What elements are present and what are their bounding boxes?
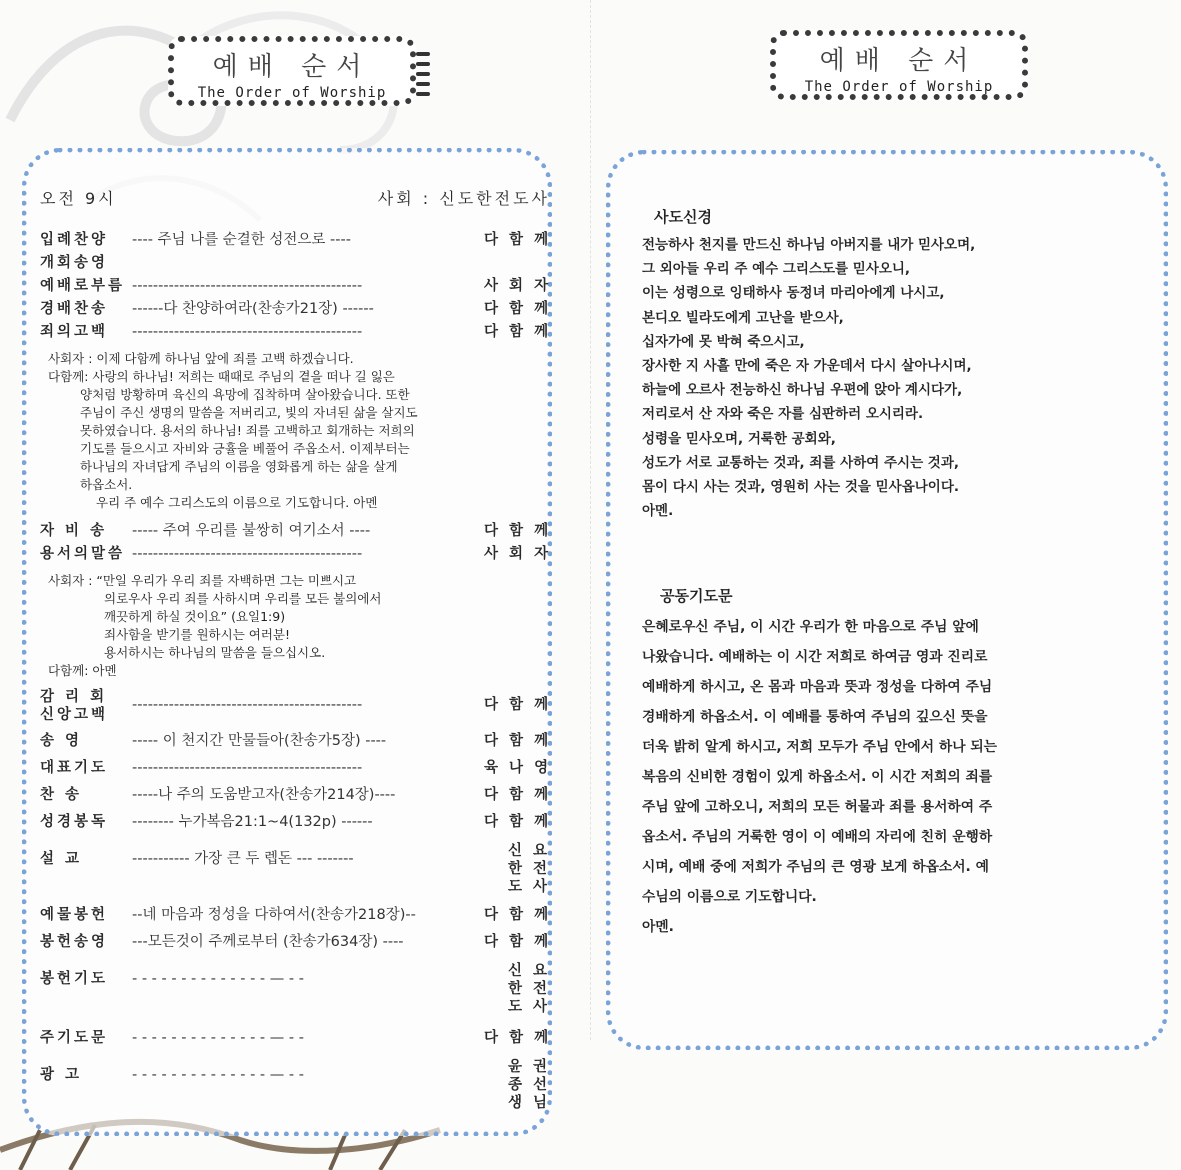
left-title-korean: 예배 순서 <box>212 52 372 82</box>
item-label: 예배로부름 <box>40 278 126 294</box>
worship-order <box>40 186 550 1116</box>
order-item <box>40 902 550 929</box>
item-label: 용서의말씀 <box>40 546 126 562</box>
order-item <box>40 809 550 836</box>
text-line: 깨끗하게 하실 것이요” (요일1:9) <box>104 609 286 624</box>
creed-line: 하늘에 오르사 전능하신 하나님 우편에 앉아 계시다가, <box>642 382 963 399</box>
page-fold <box>590 0 592 1040</box>
item-person: 사 회 자 <box>484 278 552 294</box>
service-time-row <box>40 186 550 209</box>
creed-line: 그 외아들 우리 주 예수 그리스도를 믿사오니, <box>642 261 911 278</box>
item-person: 다 함 께 <box>484 324 552 340</box>
text-line: 죄사함을 받기를 원하시는 여러분! <box>104 627 290 642</box>
order-item <box>40 1058 550 1112</box>
prayer-line: 은혜로우신 주님, 이 시간 우리가 한 마음으로 주님 앞에 <box>642 619 979 636</box>
apostles-creed <box>642 233 1122 523</box>
item-person: 다 함 께 <box>484 907 552 923</box>
text-line: 못하였습니다. 용서의 하나님! 죄를 고백하고 회개하는 저희의 <box>80 423 415 438</box>
order-item <box>40 252 550 275</box>
item-detail: -------------------------------------------- <box>132 697 363 713</box>
right-title-korean: 예배 순서 <box>819 46 979 76</box>
order-item <box>40 1022 550 1054</box>
order-item <box>40 298 550 321</box>
item-detail: ---모든것이 주께로부터 (찬송가634장) ---- <box>132 934 404 950</box>
text-line: 주님이 주신 생명의 말씀을 저버리고, 빛의 자녀된 삶을 살지도 <box>80 405 418 420</box>
item-label: 경배찬송 <box>40 301 109 317</box>
item-detail: ----- 주여 우리를 불쌍히 여기소서 ---- <box>132 523 371 539</box>
text-line: 의로우사 우리 죄를 사하시며 우리를 모든 불의에서 <box>104 591 382 606</box>
creed-title: 사도신경 <box>654 208 712 226</box>
item-label: 자 비 송 <box>40 523 108 539</box>
service-time: 오전 9시 <box>40 189 117 208</box>
item-label: 송 영 <box>40 733 83 749</box>
item-detail: - - - - - - - - - - - - - - — - - <box>132 1030 304 1046</box>
order-item <box>40 688 550 724</box>
item-label: 입례찬양 <box>40 232 109 248</box>
service-leader: 사회 : 신도한전도사 <box>377 189 550 208</box>
item-person: 다 함 께 <box>484 697 552 713</box>
item-person: 다 함 께 <box>484 733 552 749</box>
order-items-1 <box>40 229 550 344</box>
creed-line: 성도가 서로 교통하는 것과, 죄를 사하여 주시는 것과, <box>642 454 960 471</box>
order-item <box>40 962 550 1016</box>
item-detail: ----------- 가장 큰 두 렙돈 --- ------- <box>132 851 354 867</box>
item-label: 봉헌기도 <box>40 971 109 987</box>
text-line: 기도를 들으시고 자비와 긍휼을 베풀어 주옵소서. 이제부터는 <box>80 441 410 456</box>
item-person: 다 함 께 <box>484 301 552 317</box>
creed-line: 장사한 지 사흘 만에 죽은 자 가운데서 다시 살아나시며, <box>642 358 972 375</box>
item-label: 예물봉헌 <box>40 907 109 923</box>
creed-line: 성령을 믿사오며, 거룩한 공회와, <box>642 430 836 447</box>
item-label: 대표기도 <box>40 760 109 776</box>
item-person: 윤 권 종 선 생 님 <box>507 1059 550 1111</box>
item-person: 다 함 께 <box>484 814 552 830</box>
text-line: 용서하시는 하나님의 말씀을 들으십시오. <box>104 645 326 660</box>
prayer-line: 수님의 이름으로 기도합니다. <box>642 889 817 906</box>
right-title-box <box>770 30 1028 100</box>
prayer-title: 공동기도문 <box>660 587 733 606</box>
prayer-line: 예배하게 하시고, 온 몸과 마음과 뜻과 정성을 다하여 주님 <box>642 679 993 696</box>
item-label: 주기도문 <box>40 1030 109 1046</box>
item-detail: -------------------------------------------- <box>132 324 363 340</box>
tick-decoration <box>416 52 430 102</box>
item-label: 감 리 회 신앙고백 <box>40 689 109 723</box>
order-item <box>40 275 550 298</box>
left-title-english: The Order of Worship <box>197 85 387 101</box>
prayer-line: 경배하게 하옵소서. 이 예배를 통하여 주님의 깊으신 뜻을 <box>642 709 988 726</box>
text-line: 사회자 : 이제 다함께 하나님 앞에 죄를 고백 하겠습니다. <box>48 351 354 366</box>
order-item <box>40 728 550 755</box>
item-label: 봉헌송영 <box>40 934 109 950</box>
item-detail: - - - - - - - - - - - - - - — - - <box>132 1067 304 1083</box>
order-item <box>40 229 550 252</box>
item-person: 신 요 한 전 도 사 <box>507 843 550 895</box>
order-item <box>40 755 550 782</box>
text-line: 하나님의 자녀답게 주님의 이름을 영화롭게 하는 삶을 살게 <box>80 459 398 474</box>
item-person: 다 함 께 <box>484 523 552 539</box>
order-item <box>40 782 550 809</box>
text-line: 우리 주 예수 그리스도의 이름으로 기도합니다. 아멘 <box>96 495 378 510</box>
creed-line: 몸이 다시 사는 것과, 영원히 사는 것을 믿사옵나이다. <box>642 479 960 496</box>
item-label: 설 교 <box>40 851 83 867</box>
order-item <box>40 929 550 956</box>
item-person: 육 나 영 <box>484 760 552 776</box>
item-detail: -------------------------------------------- <box>132 278 363 294</box>
creed-line: 십자가에 못 박혀 죽으시고, <box>642 333 805 350</box>
prayer-line: 시며, 예배 중에 저희가 주님의 큰 영광 보게 하옵소서. 예 <box>642 859 989 876</box>
pardon-text <box>48 572 550 680</box>
text-line: 사회자 : “만일 우리가 우리 죄를 자백하면 그는 미쁘시고 <box>48 573 357 588</box>
prayer-line: 옵소서. 주님의 거룩한 영이 이 예배의 자리에 친히 운행하 <box>642 829 993 846</box>
item-label: 성경봉독 <box>40 814 109 830</box>
order-items-2 <box>40 520 550 566</box>
item-person: 다 함 께 <box>484 934 552 950</box>
order-item <box>40 321 550 344</box>
item-person: 다 함 께 <box>484 232 552 248</box>
item-person: 다 함 께 <box>484 1030 552 1046</box>
creed-line: 본디오 빌라도에게 고난을 받으사, <box>642 309 844 326</box>
order-items-3 <box>40 688 550 1112</box>
prayer-line: 아멘. <box>642 919 674 936</box>
item-label: 죄의고백 <box>40 324 109 340</box>
item-detail: -------- 누가복음21:1~4(132p) ------ <box>132 814 373 830</box>
text-line: 양처럼 방황하며 육신의 욕망에 집착하며 살아왔습니다. 또한 <box>80 387 410 402</box>
item-detail: -------------------------------------------- <box>132 760 363 776</box>
prayer-line: 복음의 신비한 경험이 있게 하옵소서. 이 시간 저희의 죄를 <box>642 769 993 786</box>
text-line: 다함께: 아멘 <box>48 663 117 678</box>
creed-line: 저리로서 산 자와 죽은 자를 심판하러 오시리라. <box>642 406 924 423</box>
item-label: 광 고 <box>40 1067 83 1083</box>
creed-and-prayer <box>642 206 1122 942</box>
item-detail: --네 마음과 정성을 다하여서(찬송가218장)-- <box>132 907 416 923</box>
item-detail: ---- 주님 나를 순결한 성전으로 ---- <box>132 232 351 248</box>
item-person: 사 회 자 <box>484 546 552 562</box>
creed-line: 이는 성령으로 잉태하사 동정녀 마리아에게 나시고, <box>642 285 945 302</box>
creed-line: 아멘. <box>642 503 674 520</box>
item-label: 개회송영 <box>40 255 109 271</box>
item-person: 다 함 께 <box>484 787 552 803</box>
item-detail: ------다 찬양하여라(찬송가21장) ------ <box>132 301 374 317</box>
prayer-line: 나왔습니다. 예배하는 이 시간 저희로 하여금 영과 진리로 <box>642 649 988 666</box>
confession-text <box>48 350 550 512</box>
prayer-line: 주님 앞에 고하오니, 저희의 모든 허물과 죄를 용서하여 주 <box>642 799 993 816</box>
order-item <box>40 543 550 566</box>
prayer-line: 더욱 밝히 알게 하시고, 저희 모두가 주님 안에서 하나 되는 <box>642 739 998 756</box>
order-item <box>40 842 550 896</box>
item-detail: -----나 주의 도움받고자(찬송가214장)---- <box>132 787 396 803</box>
item-detail: - - - - - - - - - - - - - - — - - <box>132 971 304 987</box>
item-detail: -------------------------------------------- <box>132 546 363 562</box>
item-detail: ----- 이 천지간 만물들아(찬송가5장) ---- <box>132 733 387 749</box>
left-title-box <box>168 36 416 106</box>
item-person: 신 요 한 전 도 사 <box>507 963 550 1015</box>
item-label: 찬 송 <box>40 787 83 803</box>
text-line: 다함께: 사랑의 하나님! 저희는 때때로 주님의 곁을 떠나 길 잃은 <box>48 369 395 384</box>
common-prayer <box>642 612 1122 942</box>
text-line: 하옵소서. <box>80 477 133 492</box>
order-item <box>40 520 550 543</box>
right-title-english: The Order of Worship <box>804 79 994 95</box>
creed-line: 전능하사 천지를 만드신 하나님 아버지를 내가 믿사오며, <box>642 237 976 253</box>
